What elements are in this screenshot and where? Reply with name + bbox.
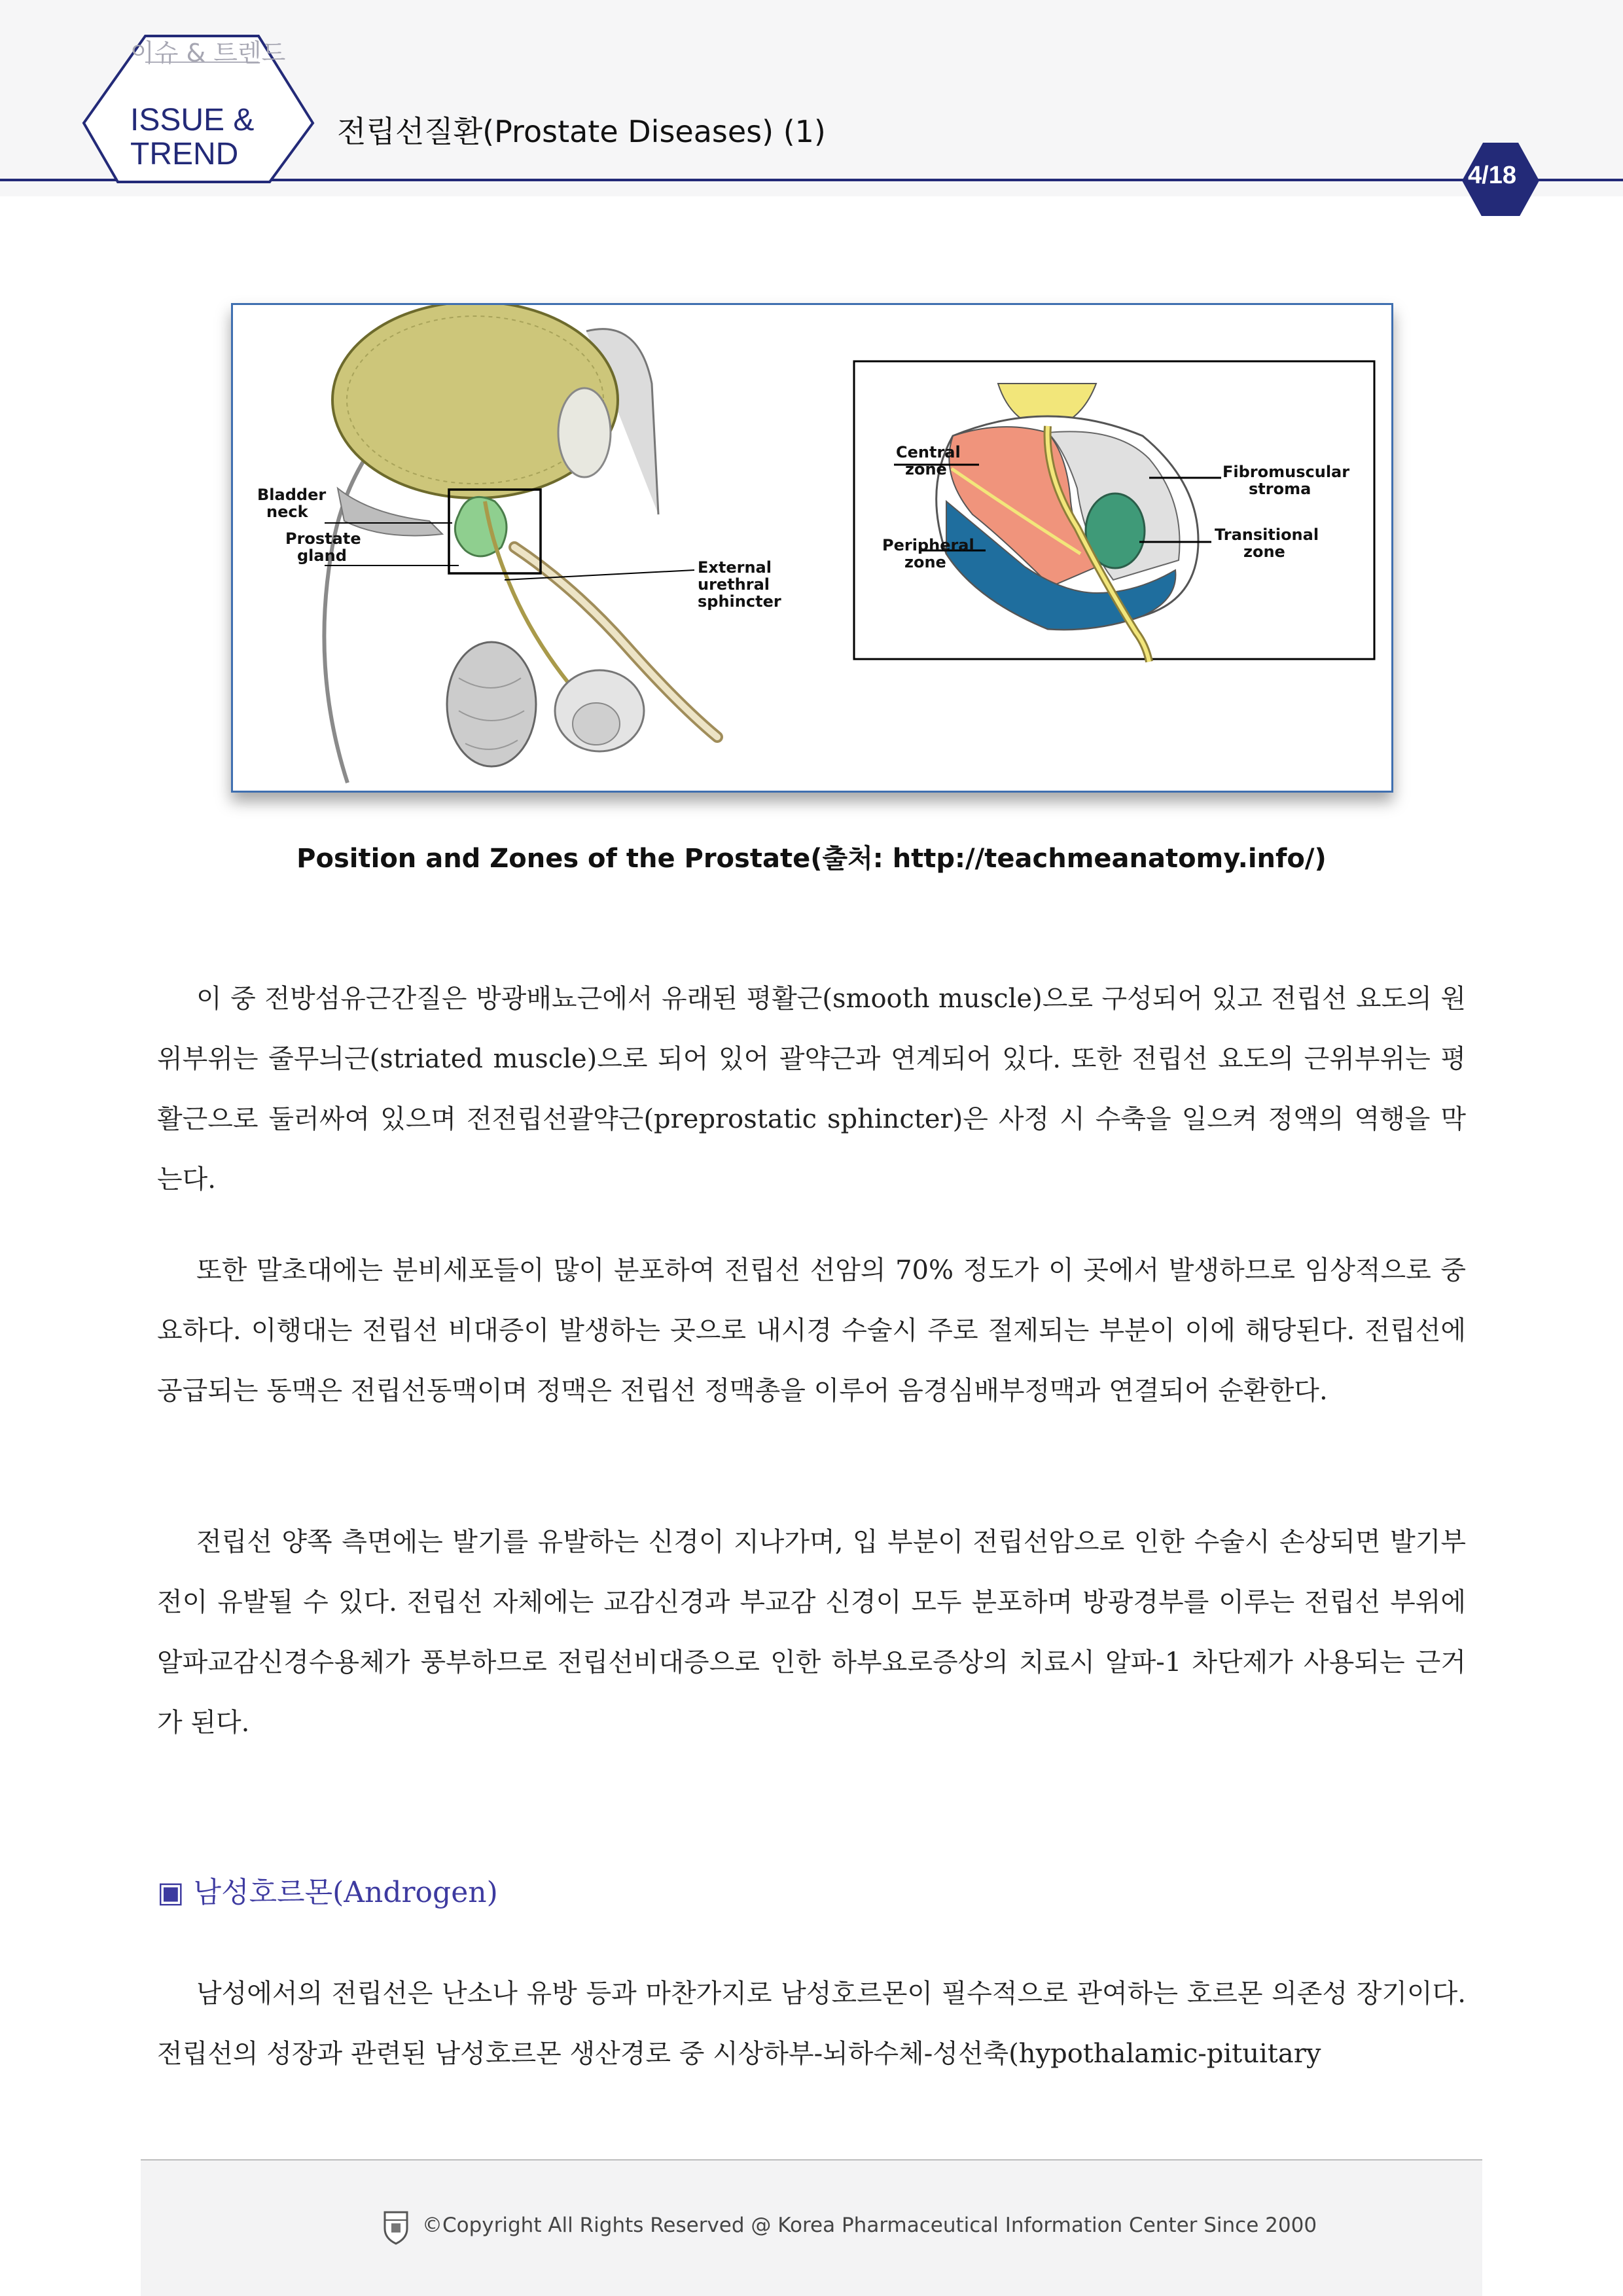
paragraph-androgen: 남성에서의 전립선은 난소나 유방 등과 마찬가지로 남성호르몬이 필수적으로 관여하는 호르몬 의존성 장기이다. 전립선의 성장과 관련된 남성호르몬 생산경로 중 시상하부-뇌하수체-성선축(hypothalamic-pituitary: [157, 1979, 1466, 2069]
page-title: 전립선질환(Prostate Diseases) (1): [337, 114, 826, 149]
label-external-urethral-sphincter: External urethral sphincter: [698, 558, 781, 611]
label-bladder-neck: Bladder neck: [257, 486, 327, 521]
paragraph-1: 이 중 전방섬유근간질은 방광배뇨근에서 유래된 평활근(smooth muscle)으로 구성되어 있고 전립선 요도의 원위부위는 줄무늬근(striated muscle)으로 되어 있어 괄약근과 연계되어 있다. 또한 전립선 요도의 근위부위는 평활근으로 둘러싸여 있으며 전전립선괄약근(preprostatic sphincter)은 사정 시 수축을 일으켜 정액의 역행을 막는다.: [157, 984, 1466, 1194]
footer-copyright: ©Copyright All Rights Reserved @ Korea Pharmaceutical Information Center Since 2000: [422, 2214, 1317, 2237]
label-prostate-gland: Prostate gland: [285, 529, 361, 565]
badge-issue-trend: [130, 103, 254, 171]
badge-line-2: TREND: [130, 137, 239, 171]
sagittal-view: [324, 305, 717, 783]
prostate-figure: [231, 303, 1393, 793]
page-number: 4/18: [1468, 162, 1516, 189]
paragraph-2: 또한 말초대에는 분비세포들이 많이 분포하여 전립선 선암의 70% 정도가 이 곳에서 발생하므로 임상적으로 중요하다. 이행대는 전립선 비대증이 발생하는 곳으로 내시경 수술시 주로 절제되는 부분이 이에 해당된다. 전립선에 공급되는 동맥은 전립선동맥이며 정맥은 전립선 정맥총을 이루어 음경심배부정맥과 연결되어 순환한다.: [157, 1255, 1466, 1406]
badge-small-text: 이슈 & 트렌드: [130, 39, 286, 67]
figure-caption: Position and Zones of the Prostate(출처: http://teachmeanatomy.info/): [296, 844, 1327, 874]
paragraph-3: 전립선 양쪽 측면에는 발기를 유발하는 신경이 지나가며, 입 부분이 전립선암으로 인한 수술시 손상되면 발기부전이 유발될 수 있다. 전립선 자체에는 교감신경과 부교감 신경이 모두 분포하며 방광경부를 이루는 전립선 부위에 알파교감신경수용체가 풍부하므로 전립선비대증으로 인한 하부요로증상의 치료시 알파-1 차단제가 사용되는 근거가 된다.: [157, 1527, 1466, 1738]
zones-view: [854, 361, 1374, 662]
label-transitional-zone: Transitional zone: [1215, 526, 1319, 561]
section-heading: ▣ 남성호르몬(Androgen): [157, 1876, 498, 1909]
label-peripheral-zone: Peripheral zone: [882, 536, 974, 571]
badge-line-1: ISSUE &: [130, 103, 255, 137]
label-central-zone: Central zone: [896, 443, 961, 478]
label-fibromuscular-stroma: Fibromuscular stroma: [1222, 463, 1350, 498]
